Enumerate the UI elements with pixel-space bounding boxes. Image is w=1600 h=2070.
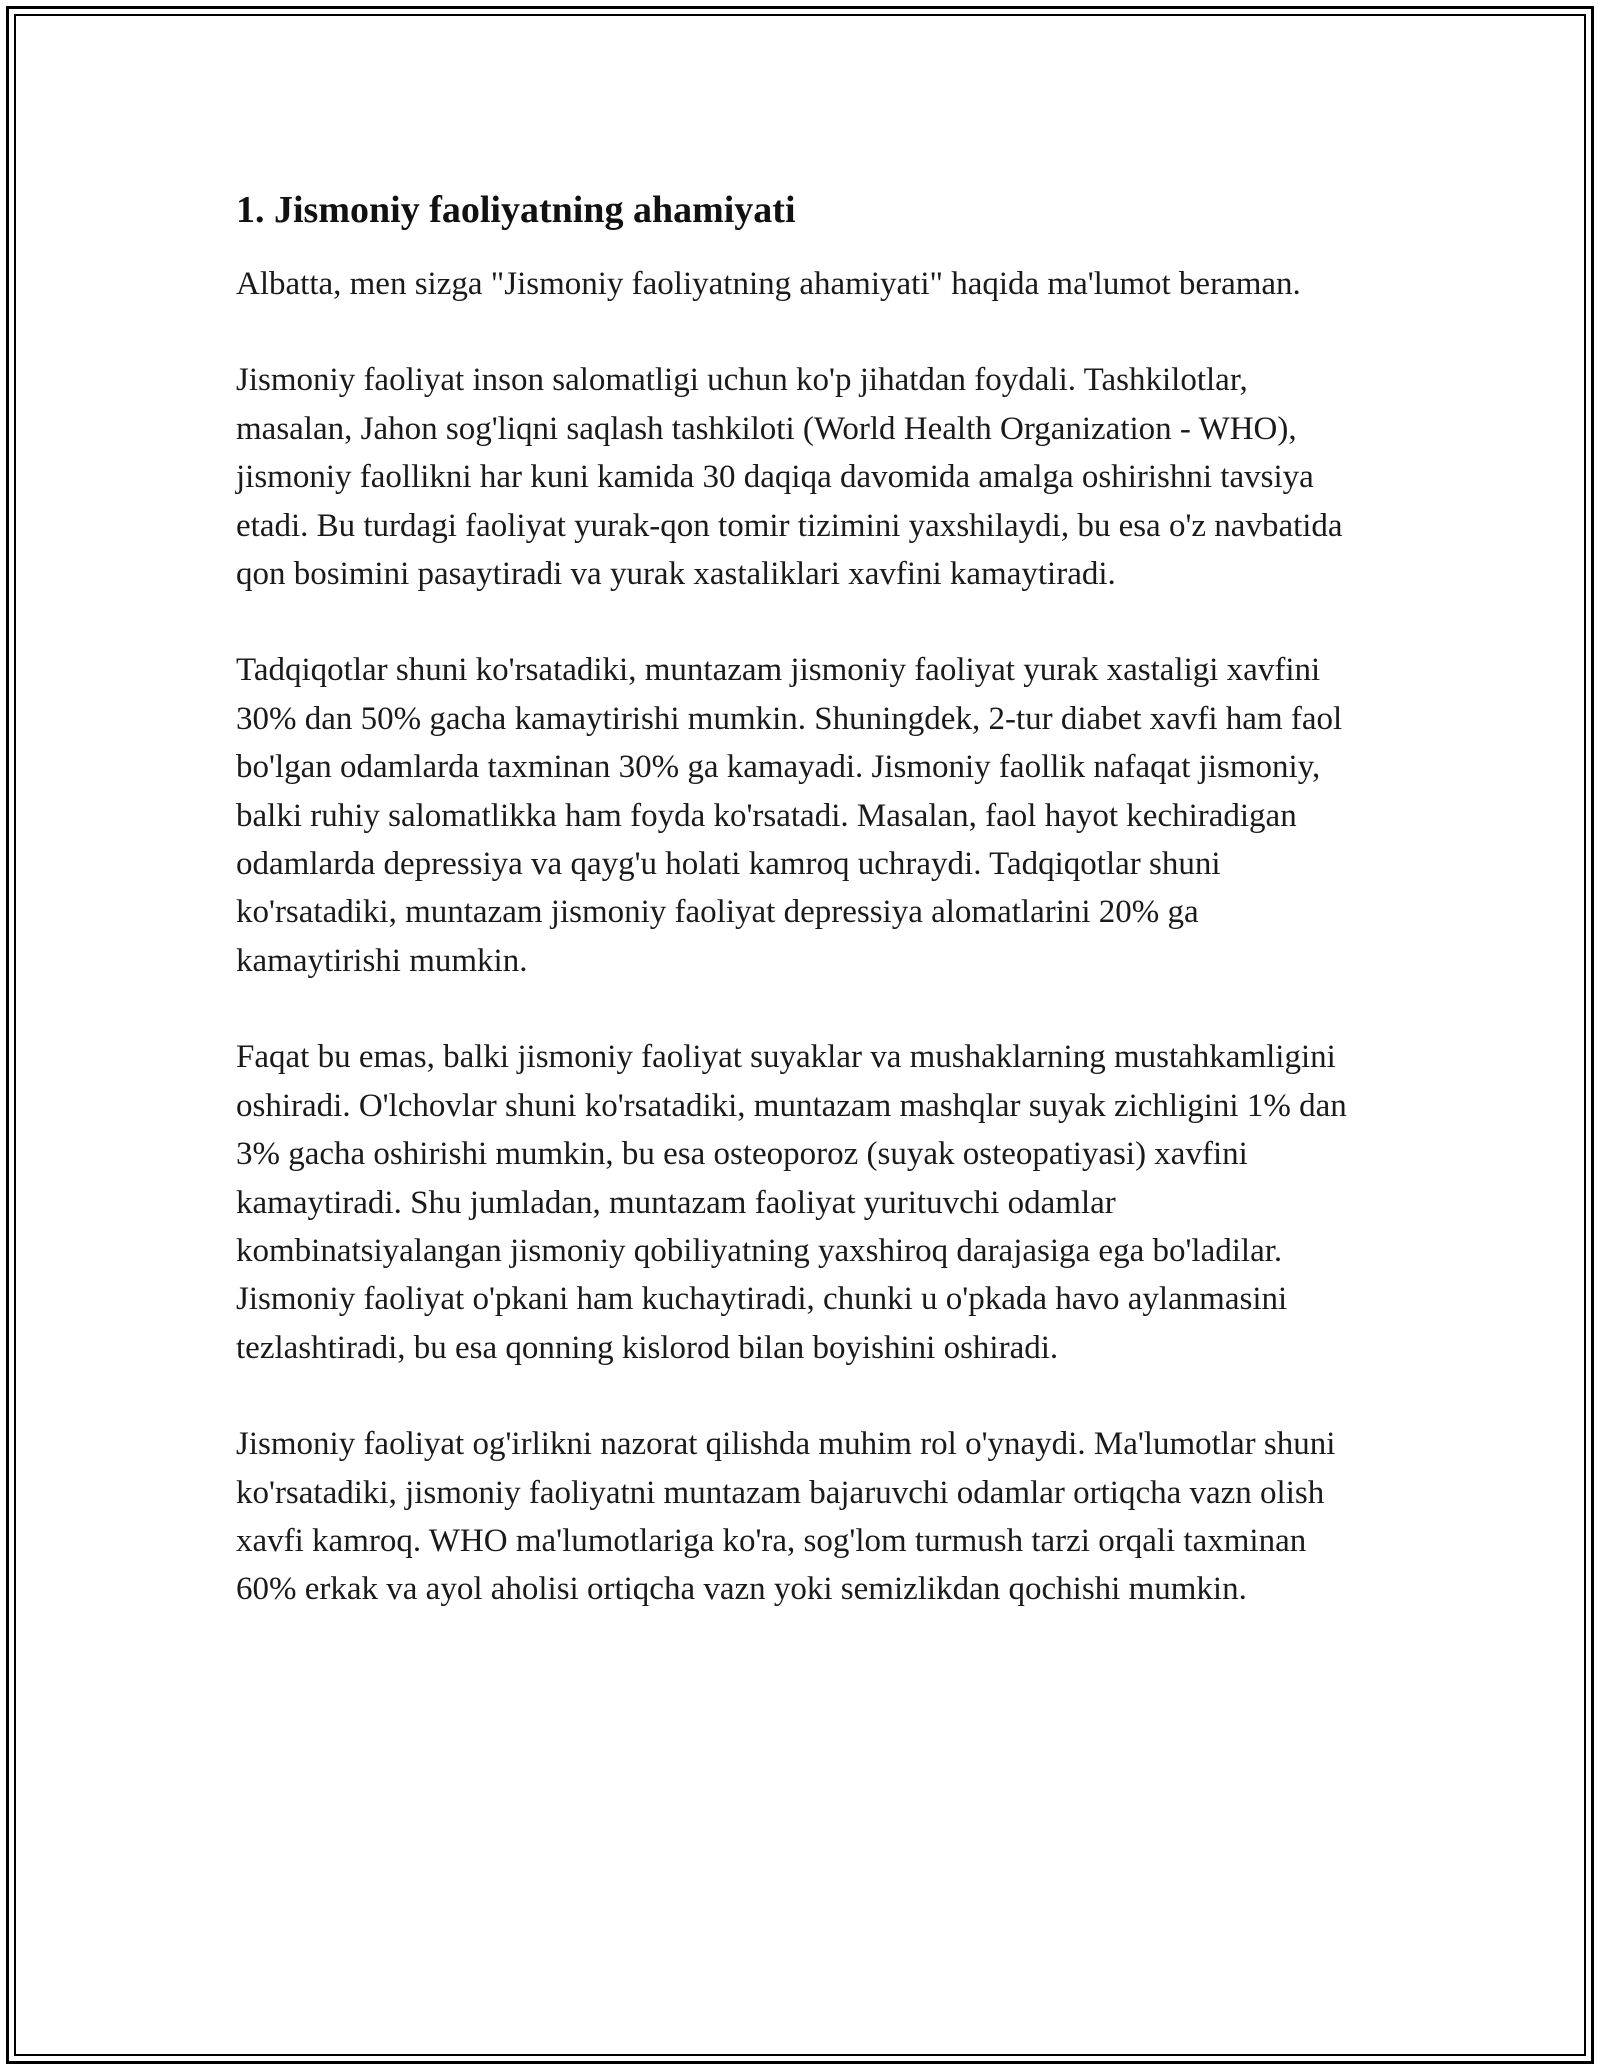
section-heading: 1. Jismoniy faoliyatning ahamiyati	[236, 189, 796, 231]
paragraph-research-findings: Tadqiqotlar shuni ko'rsatadiki, muntazam jismoniy faoliyat yurak xastaligi xavfini 30% dan 50% gacha kamaytirishi mumkin. Shuningdek, 2-tur diabet xavfi ham faol bo'lgan odamlarda taxminan 30% ga kamayadi. Jismoniy faollik nafaqat jismoniy, balki ruhiy salomatlikka ham foyda ko'rsatadi. Masalan, faol hayot kechiradigan odamlarda depressiya va qayg'u holati kamroq uchraydi. Tadqiqotlar shuni ko'rsatadiki, muntazam jismoniy faoliyat depressiya alomatlarini 20% ga kamaytirishi mumkin.	[236, 652, 1343, 979]
paragraph-bones-muscles: Faqat bu emas, balki jismoniy faoliyat suyaklar va mushaklarning mustahkamligini oshiradi. O'lchovlar shuni ko'rsatadiki, muntazam mashqlar suyak zichligini 1% dan 3% gacha oshirishi mumkin, bu esa osteoporoz (suyak osteopatiyasi) xavfini kamaytiradi. Shu jumladan, muntazam faoliyat yurituvchi odamlar kombinatsiyalangan jismoniy qobiliyatning yaxshiroq darajasiga ega bo'ladilar. Jismoniy faoliyat o'pkani ham kuchaytiradi, chunki u o'pkada havo aylanmasini tezlashtiradi, bu esa qonning kislorod bilan boyishini oshiradi.	[236, 1039, 1347, 1366]
document-body	[236, 186, 1366, 1662]
paragraph-intro: Albatta, men sizga "Jismoniy faoliyatning ahamiyati" haqida ma'lumot beraman.	[236, 266, 1301, 302]
paragraph-who-recommendation: Jismoniy faoliyat inson salomatligi uchun ko'p jihatdan foydali. Tashkilotlar, masalan, Jahon sog'liqni saqlash tashkiloti (World Health Organization - WHO), jismoniy faollikni har kuni kamida 30 daqiqa davomida amalga oshirishni tavsiya etadi. Bu turdagi faoliyat yurak-qon tomir tizimini yaxshilaydi, bu esa o'z navbatida qon bosimini pasaytiradi va yurak xastaliklari xavfini kamaytiradi.	[236, 362, 1343, 593]
paragraph-weight-control: Jismoniy faoliyat og'irlikni nazorat qilishda muhim rol o'ynaydi. Ma'lumotlar shuni ko'rsatadiki, jismoniy faoliyatni muntazam bajaruvchi odamlar ortiqcha vazn olish xavfi kamroq. WHO ma'lumotlariga ko'ra, sog'lom turmush tarzi orqali taxminan 60% erkak va ayol aholisi ortiqcha vazn yoki semizlikdan qochishi mumkin.	[236, 1426, 1336, 1608]
